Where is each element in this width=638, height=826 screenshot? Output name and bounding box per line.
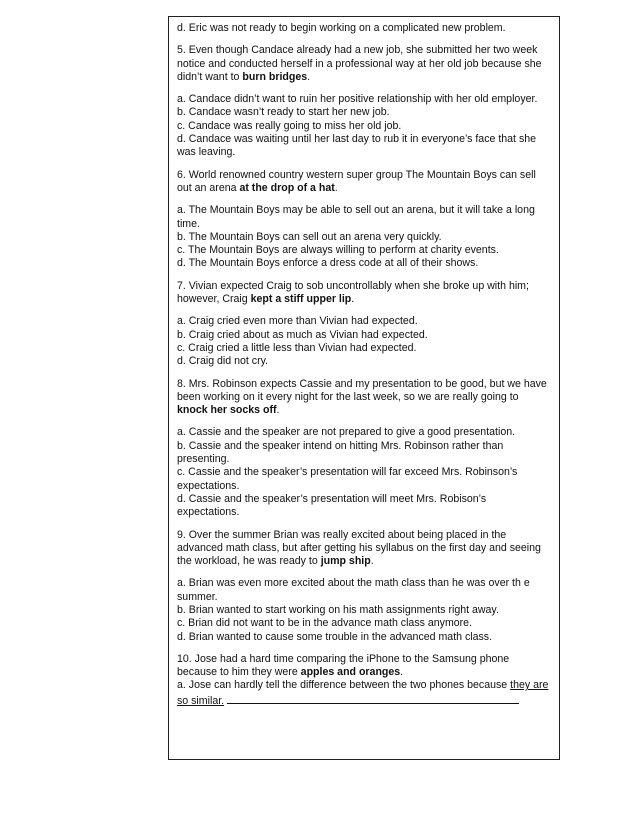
answer-option: a. Cassie and the speaker are not prepared to give a good presentation. (177, 426, 516, 439)
question-9-options (177, 577, 551, 643)
idiom-phrase: at the drop of a hat (239, 181, 335, 194)
idiom-phrase: kept a stiff upper lip (250, 293, 352, 306)
question-10-prompt (177, 653, 551, 680)
answer-option: b. The Mountain Boys can sell out an arena very quickly. (177, 230, 442, 243)
question-7-options (177, 315, 551, 368)
answer-prefix: a. Jose can hardly tell the difference between the two phones because (177, 679, 511, 692)
question-prompt-end: . (351, 293, 355, 306)
answer-option: b. Candace wasn’t ready to start her new job. (177, 106, 390, 119)
question-prompt-text: 8. Mrs. Robinson expects Cassie and my presentation to be good, but we have been working on it every night for the last week, so we are really going to (177, 377, 547, 403)
question-6-prompt (177, 169, 551, 196)
question-5-options (177, 93, 551, 159)
idiom-phrase: knock her socks off (177, 404, 277, 417)
carryover-option: d. Eric was not ready to begin working on a complicated new problem. (177, 22, 506, 34)
answer-option: b. Brian wanted to start working on his math assignments right away. (177, 603, 499, 616)
question-prompt-text: 9. Over the summer Brian was really excited about being placed in the advanced math class, but after getting his syllabus on the first day and seeing the workload, he was ready to (177, 528, 541, 568)
answer-underlined-text: they are so similar. (177, 679, 549, 707)
answer-option: b. Craig cried about as much as Vivian had expected. (177, 328, 428, 341)
answer-option: d. Brian wanted to cause some trouble in the advanced math class. (177, 630, 493, 643)
question-10-answer (177, 679, 551, 708)
answer-option: d. The Mountain Boys enforce a dress code at all of their shows. (177, 257, 479, 270)
worksheet-box (168, 16, 560, 760)
answer-option: c. Brian did not want to be in the advance math class anymore. (177, 617, 473, 630)
question-prompt-text: 5. Even though Candace already had a new job, she submitted her two week notice and conducted herself in a professional way at her old job because she didn’t want to (177, 44, 542, 83)
question-prompt-end: . (307, 70, 311, 83)
answer-option: b. Cassie and the speaker intend on hitting Mrs. Robinson rather than presenting. (177, 439, 504, 466)
question-5-prompt (177, 44, 551, 84)
question-prompt-end: . (334, 181, 338, 194)
question-prompt-end: . (370, 555, 374, 568)
answer-option: d. Candace was waiting until her last day to rub it in everyone’s face that she was leaving. (177, 133, 537, 159)
answer-option: c. Craig cried a little less than Vivian had expected. (177, 341, 417, 354)
answer-option: d. Craig did not cry. (177, 355, 269, 368)
question-prompt-text: 7. Vivian expected Craig to sob uncontrollably when she broke up with him; however, Craig (177, 279, 529, 306)
question-8-options (177, 426, 551, 519)
answer-option: a. Candace didn’t want to ruin her positive relationship with her old employer. (177, 93, 538, 106)
question-7-prompt (177, 280, 551, 307)
idiom-phrase: jump ship (320, 555, 371, 568)
question-8-prompt (177, 378, 551, 418)
answer-option: c. Cassie and the speaker’s presentation will far exceed Mrs. Robinson’s expectations. (177, 466, 518, 492)
answer-option: d. Cassie and the speaker’s presentation will meet Mrs. Robison’s expectations. (177, 492, 487, 519)
answer-option: c. The Mountain Boys are always willing to perform at charity events. (177, 244, 499, 257)
question-prompt-text: 10. Jose had a hard time comparing the iPhone to the Samsung phone because to him they were (177, 652, 510, 679)
answer-option: a. Craig cried even more than Vivian had expected. (177, 315, 418, 328)
question-9-prompt (177, 529, 551, 569)
answer-blank-line (227, 693, 519, 704)
answer-option: a. The Mountain Boys may be able to sell out an arena, but it will take a long time. (177, 204, 535, 230)
question-6-options (177, 204, 551, 270)
answer-option: c. Candace was really going to miss her old job. (177, 119, 402, 132)
answer-option: a. Brian was even more excited about the math class than he was over th e summer. (177, 577, 530, 603)
question-prompt-text: 6. World renowned country western super group The Mountain Boys can sell out an arena (177, 168, 536, 194)
idiom-phrase: burn bridges (242, 70, 308, 83)
question-prompt-end: . (400, 666, 404, 679)
idiom-phrase: apples and oranges (300, 666, 401, 679)
question-prompt-end: . (276, 404, 280, 417)
